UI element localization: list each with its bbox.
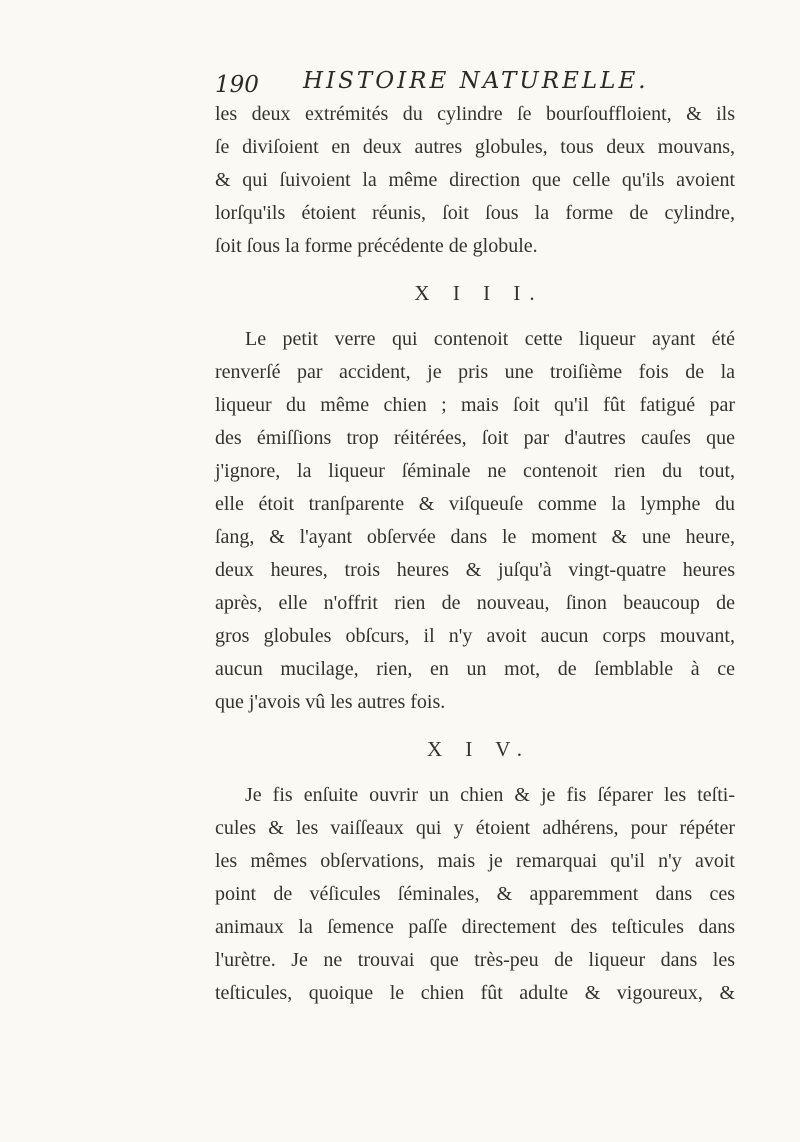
running-title: HISTOIRE NATURELLE.: [303, 68, 649, 94]
body-text: [215, 98, 735, 1010]
section-heading-xiii: X I I I.: [414, 281, 544, 305]
section-heading-xiv: X I V.: [427, 737, 531, 761]
section-xiii-paragraph: [215, 323, 735, 719]
text-line: Je fis enſuite ouvrir un chien & je fis ſéparer les teſti-: [245, 784, 735, 806]
text-line: Le petit verre qui contenoit cette liqueur ayant été: [245, 328, 735, 350]
text-line: les mêmes obſervations, mais je remarquai qu'il n'y avoit: [215, 850, 735, 872]
text-line: après, elle n'offrit rien de nouveau, ſinon beaucoup de: [215, 592, 735, 614]
text-line: j'ignore, la liqueur ſéminale ne contenoit rien du tout,: [215, 460, 735, 482]
text-line: point de véſicules ſéminales, & apparemment dans ces: [215, 883, 735, 905]
text-line: des émiſſions trop réitérées, ſoit par d'autres cauſes que: [215, 427, 735, 449]
text-line: cules & les vaiſſeaux qui y étoient adhérens, pour répéter: [215, 817, 735, 839]
text-line: lorſqu'ils étoient réunis, ſoit ſous la forme de cylindre,: [215, 202, 735, 224]
text-line: gros globules obſcurs, il n'y avoit aucun corps mouvant,: [215, 625, 735, 647]
text-line: elle étoit tranſparente & viſqueuſe comme la lymphe du: [215, 493, 735, 515]
text-line: animaux la ſemence paſſe directement des teſticules dans: [215, 916, 735, 938]
text-line: ſe diviſoient en deux autres globules, tous deux mouvans,: [215, 136, 735, 158]
text-line: les deux extrémités du cylindre ſe bourſouffloient, & ils: [215, 103, 735, 125]
text-line: l'urètre. Je ne trouvai que très-peu de liqueur dans les: [215, 949, 735, 971]
text-line: ſang, & l'ayant obſervée dans le moment & une heure,: [215, 526, 735, 548]
page-header: [215, 66, 735, 102]
paragraph-continuation: [215, 98, 735, 263]
text-line: que j'avois vû les autres fois.: [215, 691, 446, 713]
text-line: teſticules, quoique le chien fût adulte & vigoureux, &: [215, 982, 735, 1004]
text-line: ſoit ſous la forme précédente de globule.: [215, 235, 538, 257]
text-line: & qui ſuivoient la même direction que celle qu'ils avoient: [215, 169, 735, 191]
section-xiv-paragraph: [215, 779, 735, 1010]
text-line: liqueur du même chien ; mais ſoit qu'il fût fatigué par: [215, 394, 735, 416]
text-line: renverſé par accident, je pris une troiſième fois de la: [215, 361, 735, 383]
text-line: aucun mucilage, rien, en un mot, de ſemblable à ce: [215, 658, 735, 680]
text-line: deux heures, trois heures & juſqu'à vingt-quatre heures: [215, 559, 735, 581]
page-number: 190: [215, 72, 259, 98]
